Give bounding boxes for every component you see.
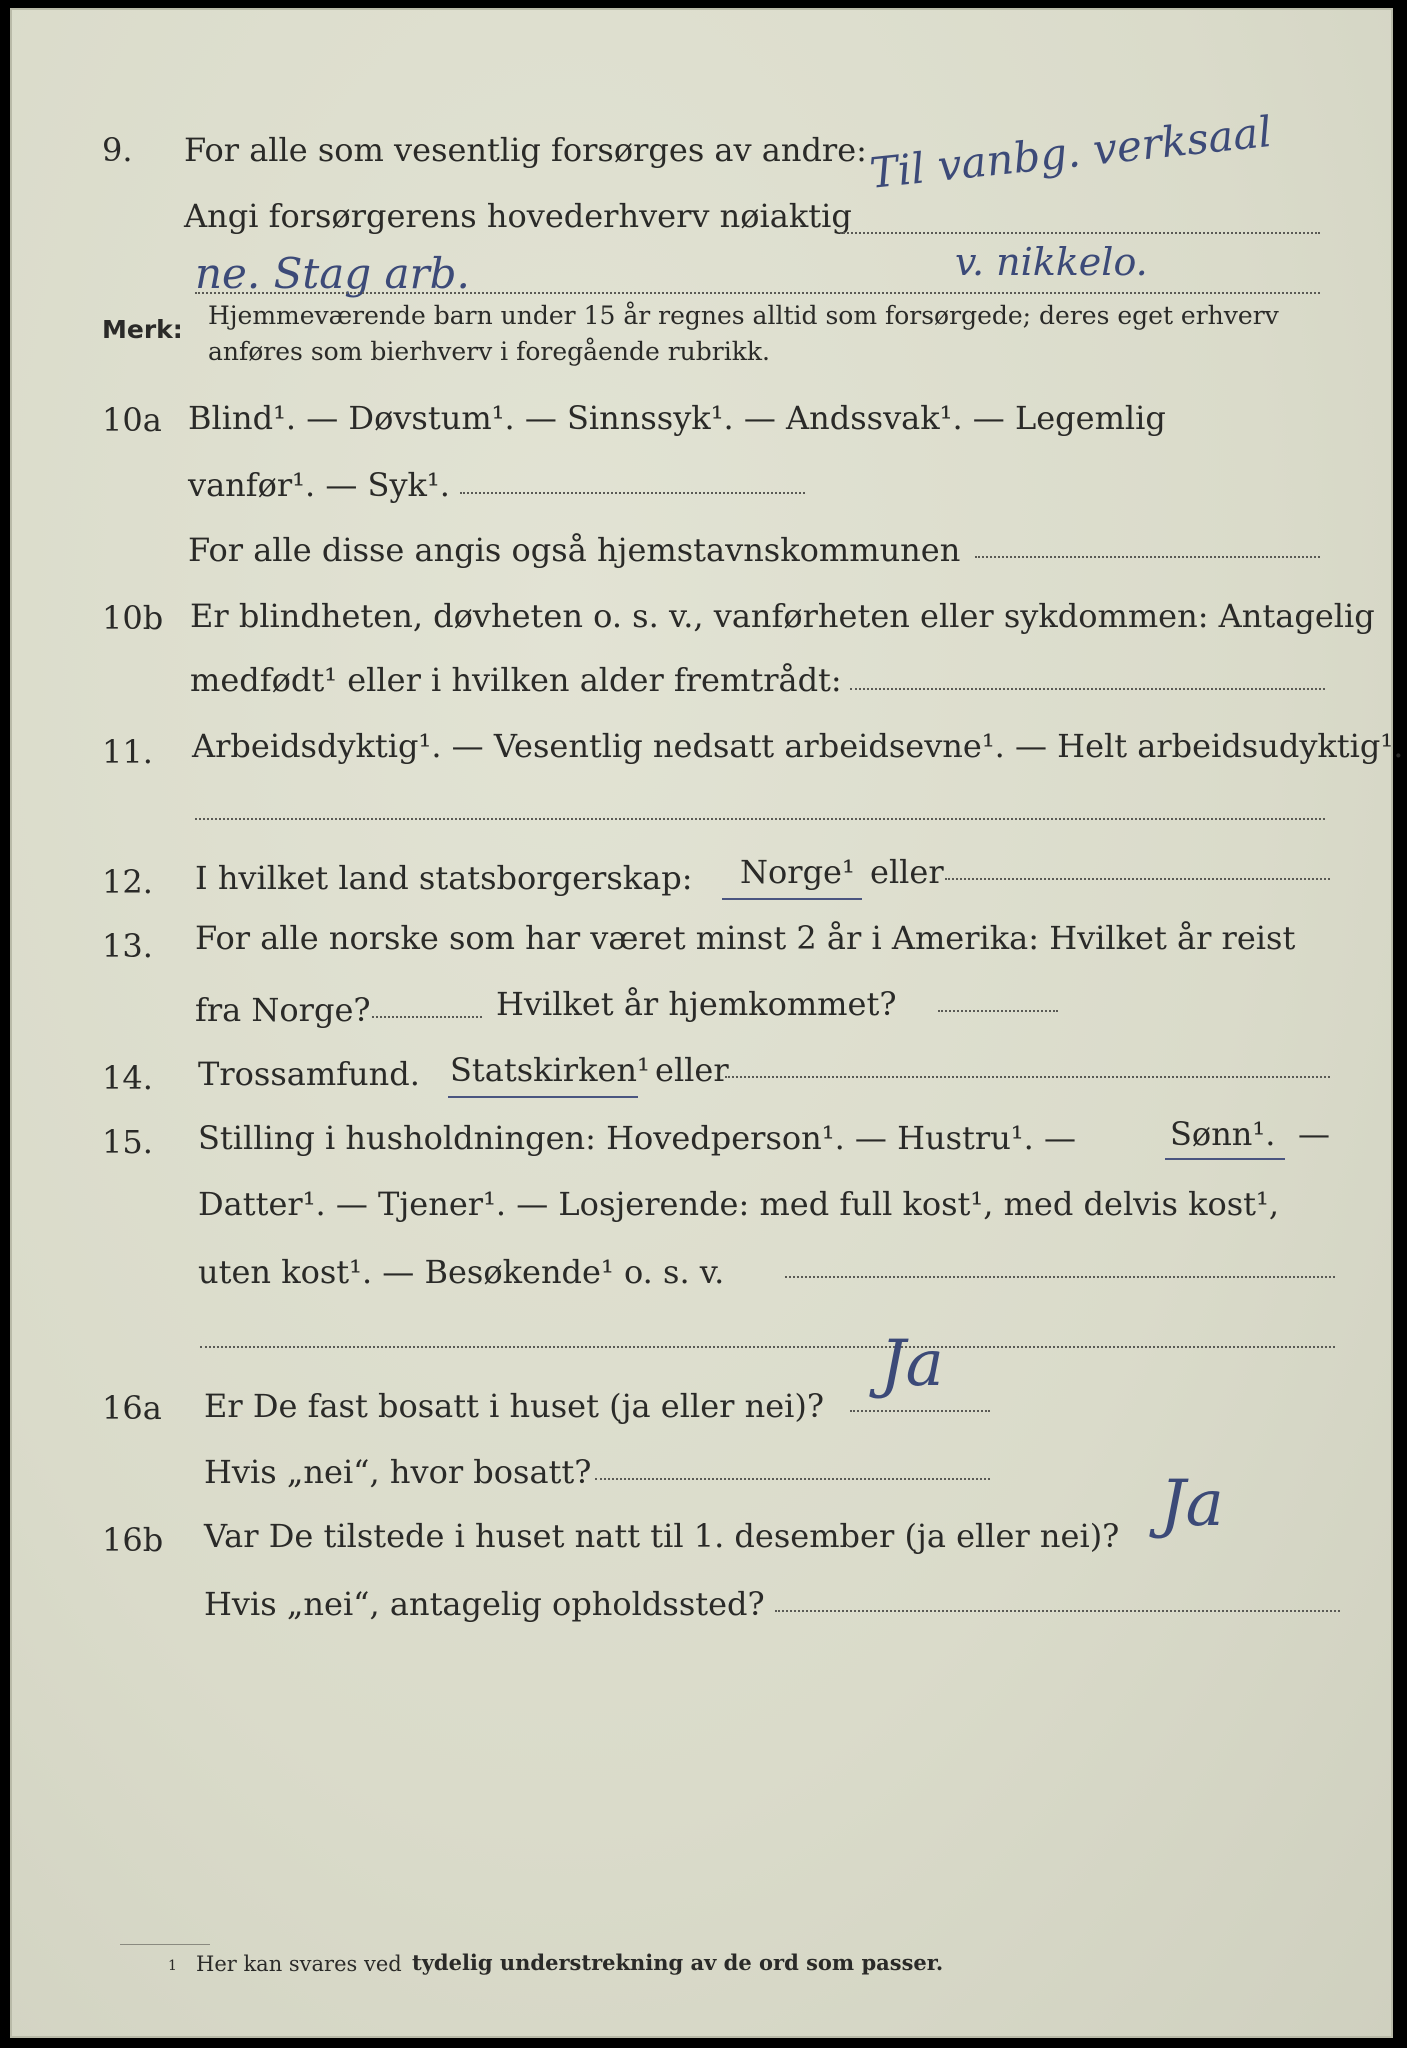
- q10a-answer-line-2: [975, 556, 1320, 558]
- q10b-line2: medfødt¹ eller i hvilken alder fremtrådt:: [190, 661, 842, 699]
- q9-line1: For alle som vesentlig forsørges av andre:: [184, 131, 867, 169]
- q12-line1a: I hvilket land statsborgerskap:: [195, 859, 693, 897]
- q13-answer-line-2: [938, 1010, 1058, 1012]
- q15-answer-line: [785, 1276, 1335, 1278]
- footnote-rule: [120, 1944, 210, 1945]
- q15-answer-line-2: [200, 1346, 1335, 1348]
- q13-line2a: fra Norge?: [195, 991, 371, 1029]
- q11-number: 11.: [102, 733, 153, 771]
- merk-line2: anføres som bierhverv i foregående rubrikk.: [208, 337, 770, 366]
- q10a-answer-line: [460, 492, 805, 494]
- q11-answer-line: [195, 818, 1325, 820]
- footnote-text-a: Her kan svares ved: [196, 1952, 402, 1976]
- q15-sonn: Sønn¹.: [1170, 1115, 1276, 1153]
- q12-norge: Norge¹: [740, 853, 855, 891]
- q16b-handwritten: Ja: [1160, 1467, 1224, 1541]
- q16a-handwritten: Ja: [880, 1327, 944, 1401]
- footnote-mark: 1: [168, 1958, 177, 1974]
- q12-number: 12.: [102, 863, 153, 901]
- footnote-text-b: tydelig understrekning av de ord som passer.: [412, 1950, 944, 1975]
- q9-handwritten-2: ne. Stag arb.: [195, 249, 470, 298]
- q15-line3: uten kost¹. — Besøkende¹ o. s. v.: [198, 1253, 725, 1291]
- q9-handwritten-3: v. nikkelo.: [955, 240, 1148, 284]
- q12-answer-line: [945, 878, 1330, 880]
- q15-line2: Datter¹. — Tjener¹. — Losjerende: med full kost¹, med delvis kost¹,: [198, 1185, 1280, 1223]
- q16a-line1: Er De fast bosatt i huset (ja eller nei)?: [204, 1387, 825, 1425]
- q16b-line1: Var De tilstede i huset natt til 1. desember (ja eller nei)?: [204, 1517, 1120, 1555]
- q15-number: 15.: [102, 1123, 153, 1161]
- q14-line1a: Trossamfund.: [198, 1055, 420, 1093]
- q9-number: 9.: [102, 131, 133, 169]
- q9-line2: Angi forsørgerens hovederhverv nøiaktig: [184, 197, 852, 235]
- merk-line1: Hjemmeværende barn under 15 år regnes alltid som forsørgede; deres eget erhverv: [208, 301, 1279, 330]
- q16b-line2: Hvis „nei“, antagelig opholdssted?: [204, 1585, 765, 1623]
- q16b-number: 16b: [102, 1521, 164, 1559]
- q14-answer-line: [725, 1076, 1330, 1078]
- q13-line2b: Hvilket år hjemkommet?: [496, 985, 897, 1023]
- q9-answer-line-2: [195, 292, 1320, 294]
- q16a-line2: Hvis „nei“, hvor bosatt?: [204, 1453, 592, 1491]
- q10a-line2: vanfør¹. — Syk¹.: [188, 466, 450, 504]
- q11-line1: Arbeidsdyktig¹. — Vesentlig nedsatt arbeidsevne¹. — Helt arbeidsudyktig¹.: [192, 727, 1404, 765]
- q14-number: 14.: [102, 1059, 153, 1097]
- q16a-number: 16a: [102, 1389, 162, 1427]
- q16a-answer-line: [850, 1410, 990, 1412]
- q13-line1: For alle norske som har været minst 2 år i Amerika: Hvilket år reist: [195, 919, 1296, 957]
- q10a-line3: For alle disse angis også hjemstavnskommunen: [188, 531, 961, 569]
- q16b-answer-line: [775, 1610, 1340, 1612]
- q10a-number: 10a: [102, 401, 162, 439]
- q9-answer-line: [840, 232, 1320, 234]
- merk-label: Merk:: [102, 315, 183, 344]
- q10a-line1: Blind¹. — Døvstum¹. — Sinnssyk¹. — Andssvak¹. — Legemlig: [188, 399, 1166, 437]
- q15-dash: —: [1298, 1115, 1330, 1153]
- q15-sonn-underline: [1165, 1158, 1285, 1160]
- q16a-answer-line-2: [595, 1478, 990, 1480]
- q13-answer-line-1: [372, 1016, 482, 1018]
- q9-handwritten-1: Til vanbg. verksaal: [867, 106, 1275, 198]
- q15-line1a: Stilling i husholdningen: Hovedperson¹. — Hustru¹. —: [198, 1119, 1076, 1157]
- q10b-number: 10b: [102, 599, 164, 637]
- q12-eller: eller: [870, 853, 944, 891]
- q10b-line1: Er blindheten, døvheten o. s. v., vanførheten eller sykdommen: Antagelig: [190, 597, 1375, 635]
- q14-statskirken-underline: [448, 1096, 638, 1098]
- q10b-answer-line: [850, 688, 1325, 690]
- q14-statskirken: Statskirken¹: [450, 1051, 650, 1089]
- q12-norge-underline: [722, 898, 862, 900]
- q14-eller: eller: [655, 1051, 729, 1089]
- q13-number: 13.: [102, 927, 153, 965]
